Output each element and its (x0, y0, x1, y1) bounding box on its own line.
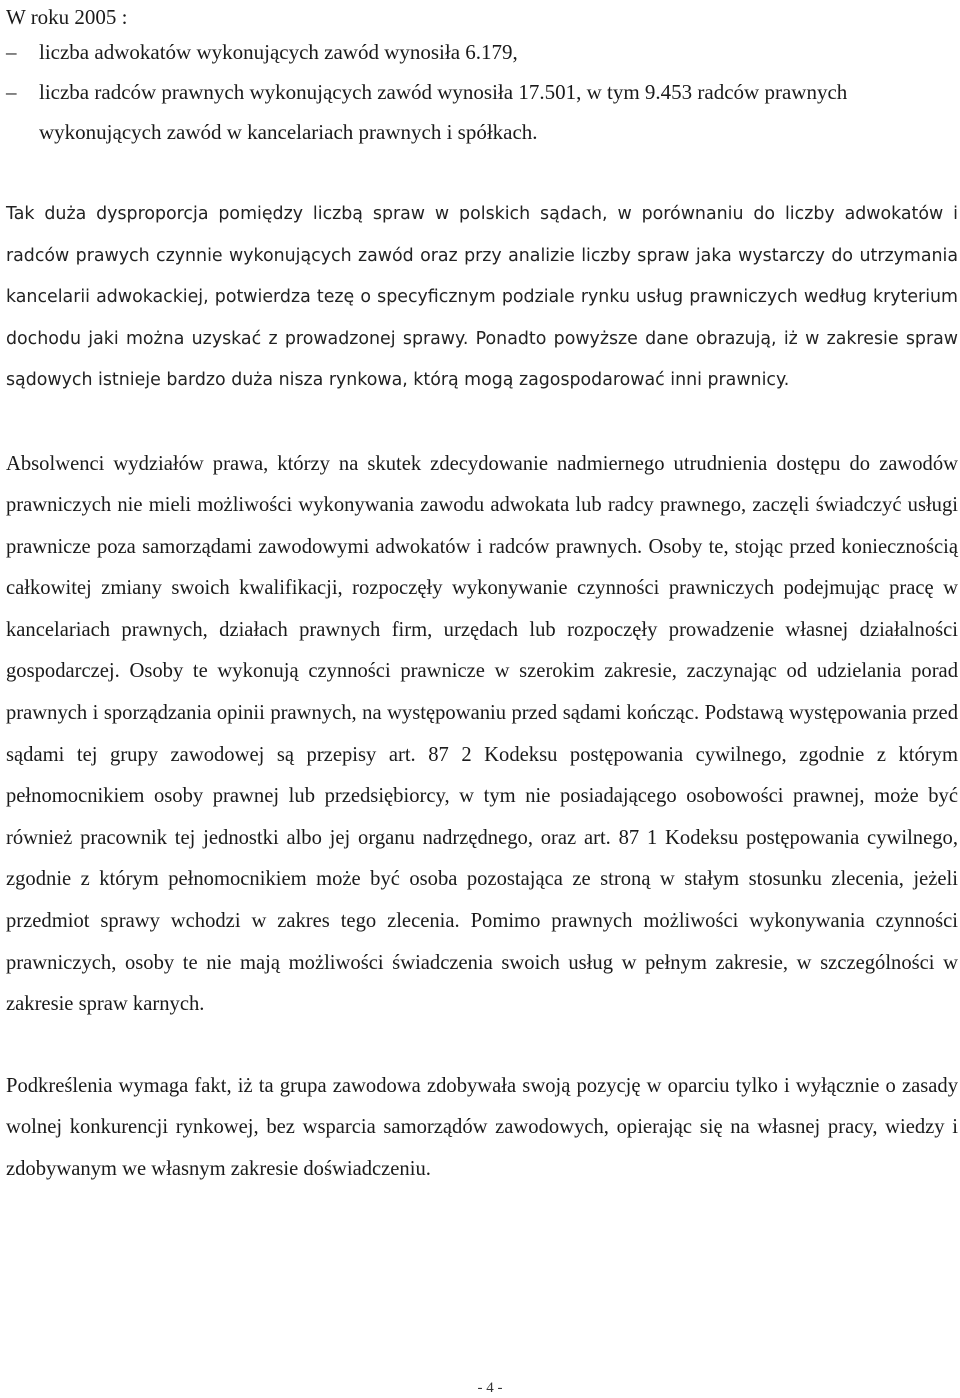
list-item-text: liczba adwokatów wykonujących zawód wynosiła 6.179, (39, 40, 518, 64)
paragraph-disproportion: Tak duża dysproporcja pomiędzy liczbą spraw w polskich sądach, w porównaniu do liczby adwokatów i radców prawych czynnie wykonujących zawód oraz przy analizie liczby spraw jaka wystarczy do utrzymania kancelarii adwokackiej, potwierdza tezę o specyficznym podziale rynku usług prawniczych według kryterium dochodu jaki można uzyskać z prowadzonej sprawy. Ponadto powyższe dane obrazują, iż w zakresie spraw sądowych istnieje bardzo duża nisza rynkowa, którą mogą zagospodarować inni prawnicy. (6, 204, 958, 390)
dash-bullet: – (6, 40, 17, 64)
list-item (6, 72, 958, 152)
paragraph-graduates: Absolwenci wydziałów prawa, którzy na skutek zdecydowanie nadmiernego utrudnienia dostępu do zawodów prawniczych nie mieli możliwości wykonywania zawodu adwokata lub radcy prawnego, zaczęli świadczyć usługi prawnicze poza samorządami zawodowymi adwokatów i radców prawnych. Osoby te, stojąc przed koniecznością całkowitej zmiany swoich kwalifikacji, rozpoczęły wykonywanie czynności prawniczych podejmując pracę w kancelariach prawnych, działach prawnych firm, urzędach lub rozpoczęły prowadzenie własnej działalności gospodarczej. Osoby te wykonują czynności prawnicze w szerokim zakresie, zaczynając od udzielania porad prawnych i sporządzania opinii prawnych, na występowaniu przed sądami kończąc. Podstawą występowania przed sądami tej grupy zawodowej są przepisy art. 87 2 Kodeksu postępowania cywilnego, zgodnie z którym pełnomocnikiem osoby prawnej lub przedsiębiorcy, w tym nie posiadającego osobowości prawnej, może być również pracownik tej jednostki albo jej organu nadrzędnego, oraz art. 87 1 Kodeksu postępowania cywilnego, zgodnie z którym pełnomocnikiem może być osoba pozostająca ze stroną w stałym stosunku zlecenia, jeżeli przedmiot sprawy wchodzi w zakres tego zlecenia. Pomimo prawnych możliwości wykonywania czynności prawniczych, osoby te nie mają możliwości świadczenia swoich usług w pełnym zakresie, w szczególności w zakresie spraw karnych. (6, 452, 958, 1016)
list-item (6, 32, 958, 72)
section-heading: W roku 2005 : (6, 5, 128, 29)
page-number: - 4 - (477, 1380, 503, 1396)
paragraph-emphasis: Podkreślenia wymaga fakt, iż ta grupa zawodowa zdobywała swoją pozycję w oparciu tylko i wyłącznie o zasady wolnej konkurencji rynkowej, bez wsparcia samorządów zawodowych, opierając się na własnej pracy, wiedzy i zdobywanym we własnym zakresie doświadczeniu. (6, 1074, 958, 1180)
statistics-list (6, 32, 958, 152)
dash-bullet: – (6, 80, 17, 104)
document-page (6, 0, 958, 1191)
list-item-text: liczba radców prawnych wykonujących zawód wynosiła 17.501, w tym 9.453 radców prawnych wykonujących zawód w kancelariach prawnych i spółkach. (39, 80, 848, 144)
